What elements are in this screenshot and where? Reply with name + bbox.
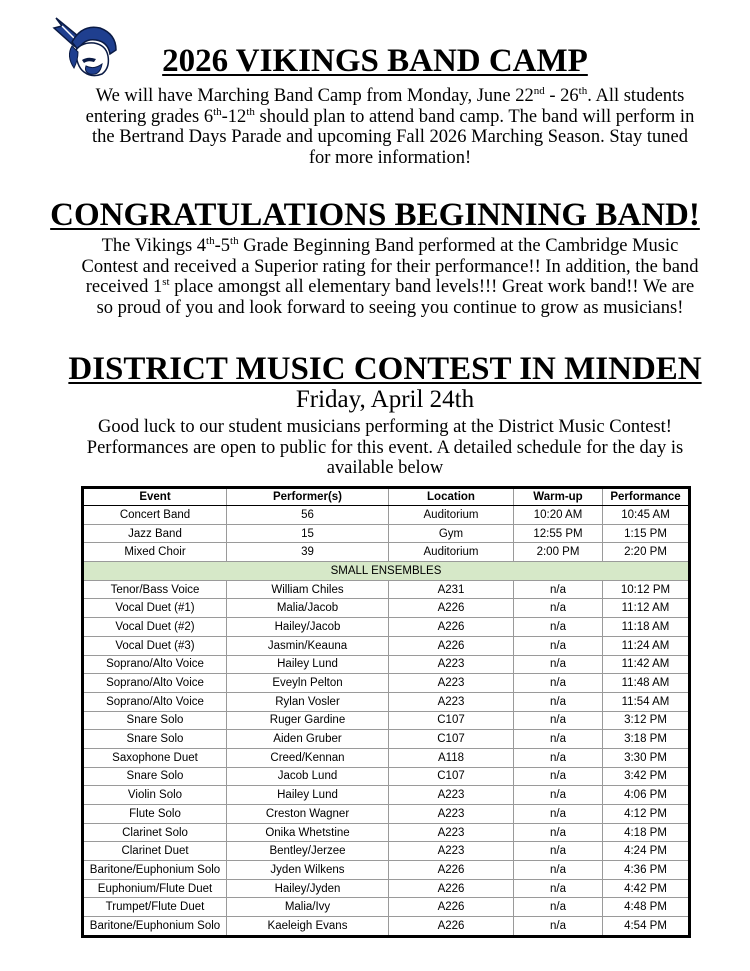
- table-row: [83, 580, 690, 599]
- table-cell: Eveyln Pelton: [227, 674, 389, 693]
- table-row: [83, 524, 690, 543]
- column-header: Location: [389, 488, 514, 506]
- table-cell: 12:55 PM: [514, 524, 603, 543]
- table-cell: n/a: [514, 599, 603, 618]
- column-header: Performer(s): [227, 488, 389, 506]
- table-cell: Clarinet Solo: [83, 823, 227, 842]
- table-cell: 4:54 PM: [603, 917, 690, 937]
- table-cell: Baritone/Euphonium Solo: [83, 861, 227, 880]
- table-cell: n/a: [514, 842, 603, 861]
- table-cell: Aiden Gruber: [227, 730, 389, 749]
- table-cell: n/a: [514, 898, 603, 917]
- table-cell: Vocal Duet (#2): [83, 618, 227, 637]
- table-cell: Baritone/Euphonium Solo: [83, 917, 227, 937]
- table-cell: A231: [389, 580, 514, 599]
- table-cell: Ruger Gardine: [227, 711, 389, 730]
- table-cell: A226: [389, 861, 514, 880]
- table-row: [83, 636, 690, 655]
- table-cell: n/a: [514, 786, 603, 805]
- table-cell: 11:24 AM: [603, 636, 690, 655]
- table-cell: Tenor/Bass Voice: [83, 580, 227, 599]
- table-cell: Flute Solo: [83, 805, 227, 824]
- table-row: [83, 898, 690, 917]
- table-cell: C107: [389, 711, 514, 730]
- table-cell: Mixed Choir: [83, 543, 227, 562]
- table-cell: Hailey/Jacob: [227, 618, 389, 637]
- table-row: [83, 692, 690, 711]
- table-cell: 4:06 PM: [603, 786, 690, 805]
- table-cell: A226: [389, 636, 514, 655]
- table-cell: A223: [389, 842, 514, 861]
- table-cell: Vocal Duet (#3): [83, 636, 227, 655]
- table-cell: Jyden Wilkens: [227, 861, 389, 880]
- table-row: [83, 861, 690, 880]
- table-row: [83, 599, 690, 618]
- contest-text: [60, 417, 710, 479]
- band-camp-text-content: We will have Marching Band Camp from Monday, June 22nd - 26th. All students entering grades 6th-12th should plan to attend band camp. The band will perform in the Bertrand Days Parade and upcoming Fall 2026 Marching Season. Stay tuned for more information!: [85, 84, 695, 168]
- table-cell: n/a: [514, 636, 603, 655]
- table-cell: n/a: [514, 655, 603, 674]
- table-cell: 15: [227, 524, 389, 543]
- table-cell: Rylan Vosler: [227, 692, 389, 711]
- table-cell: 3:18 PM: [603, 730, 690, 749]
- table-row: [83, 879, 690, 898]
- table-cell: n/a: [514, 711, 603, 730]
- table-cell: n/a: [514, 730, 603, 749]
- table-cell: Jasmin/Keauna: [227, 636, 389, 655]
- table-cell: n/a: [514, 748, 603, 767]
- table-cell: n/a: [514, 618, 603, 637]
- table-row: [83, 805, 690, 824]
- table-cell: n/a: [514, 805, 603, 824]
- table-cell: 39: [227, 543, 389, 562]
- table-cell: Vocal Duet (#1): [83, 599, 227, 618]
- table-cell: 1:15 PM: [603, 524, 690, 543]
- table-cell: 11:42 AM: [603, 655, 690, 674]
- table-cell: A223: [389, 823, 514, 842]
- table-cell: 2:00 PM: [514, 543, 603, 562]
- table-row: [83, 655, 690, 674]
- table-row: [83, 506, 690, 525]
- table-row: [83, 730, 690, 749]
- table-row: [83, 767, 690, 786]
- table-cell: 56: [227, 506, 389, 525]
- table-row: [83, 543, 690, 562]
- table-cell: Malia/Ivy: [227, 898, 389, 917]
- table-cell: Trumpet/Flute Duet: [83, 898, 227, 917]
- table-row: [83, 786, 690, 805]
- table-cell: Bentley/Jerzee: [227, 842, 389, 861]
- table-cell: 4:42 PM: [603, 879, 690, 898]
- table-cell: Snare Solo: [83, 730, 227, 749]
- table-row: [83, 618, 690, 637]
- table-cell: Soprano/Alto Voice: [83, 674, 227, 693]
- table-row: [83, 674, 690, 693]
- table-cell: n/a: [514, 861, 603, 880]
- contest-date: Friday, April 24th: [295, 386, 475, 413]
- table-cell: n/a: [514, 879, 603, 898]
- congrats-text: [80, 236, 700, 318]
- table-cell: 4:36 PM: [603, 861, 690, 880]
- table-cell: Kaeleigh Evans: [227, 917, 389, 937]
- table-cell: A223: [389, 805, 514, 824]
- table-cell: Hailey Lund: [227, 786, 389, 805]
- table-cell: 4:48 PM: [603, 898, 690, 917]
- table-cell: C107: [389, 767, 514, 786]
- table-cell: Creston Wagner: [227, 805, 389, 824]
- table-cell: 10:45 AM: [603, 506, 690, 525]
- table-cell: 3:12 PM: [603, 711, 690, 730]
- table-cell: Snare Solo: [83, 711, 227, 730]
- column-header: Event: [83, 488, 227, 506]
- congrats-title: CONGRATULATIONS BEGINNING BAND!: [50, 197, 700, 233]
- table-cell: Hailey/Jyden: [227, 879, 389, 898]
- table-cell: Euphonium/Flute Duet: [83, 879, 227, 898]
- schedule-body: [83, 506, 690, 937]
- congrats-text-content: The Vikings 4th-5th Grade Beginning Band performed at the Cambridge Music Contest and received a Superior rating for their performance!! In addition, the band received 1st place amongst all elementary band levels!!! Great work band!! We are so proud of you and look forward to seeing you continue to grow as musicians!: [81, 234, 699, 318]
- table-cell: 11:18 AM: [603, 618, 690, 637]
- table-cell: Snare Solo: [83, 767, 227, 786]
- table-row: [83, 917, 690, 937]
- table-cell: Soprano/Alto Voice: [83, 692, 227, 711]
- table-cell: Jacob Lund: [227, 767, 389, 786]
- band-camp-title: 2026 VIKINGS BAND CAMP: [162, 43, 588, 79]
- table-cell: 4:24 PM: [603, 842, 690, 861]
- table-cell: 11:54 AM: [603, 692, 690, 711]
- table-row: [83, 823, 690, 842]
- table-cell: 2:20 PM: [603, 543, 690, 562]
- column-header: Warm-up: [514, 488, 603, 506]
- table-cell: n/a: [514, 767, 603, 786]
- table-cell: A118: [389, 748, 514, 767]
- table-cell: 11:48 AM: [603, 674, 690, 693]
- table-cell: A226: [389, 898, 514, 917]
- table-cell: 3:42 PM: [603, 767, 690, 786]
- table-cell: A223: [389, 692, 514, 711]
- table-cell: 10:12 PM: [603, 580, 690, 599]
- section-label: SMALL ENSEMBLES: [83, 562, 690, 581]
- table-cell: A226: [389, 618, 514, 637]
- table-cell: Hailey Lund: [227, 655, 389, 674]
- table-cell: Auditorium: [389, 506, 514, 525]
- table-row: [83, 842, 690, 861]
- table-cell: 10:20 AM: [514, 506, 603, 525]
- table-cell: Creed/Kennan: [227, 748, 389, 767]
- table-cell: A226: [389, 599, 514, 618]
- table-cell: Clarinet Duet: [83, 842, 227, 861]
- table-cell: A223: [389, 655, 514, 674]
- table-header-row: [83, 488, 690, 506]
- table-cell: 3:30 PM: [603, 748, 690, 767]
- table-cell: Saxophone Duet: [83, 748, 227, 767]
- table-cell: 4:12 PM: [603, 805, 690, 824]
- schedule-table: [81, 486, 691, 938]
- table-cell: n/a: [514, 823, 603, 842]
- band-camp-text: [80, 86, 700, 168]
- table-cell: A226: [389, 917, 514, 937]
- table-cell: 11:12 AM: [603, 599, 690, 618]
- table-cell: n/a: [514, 917, 603, 937]
- table-cell: n/a: [514, 580, 603, 599]
- table-cell: Gym: [389, 524, 514, 543]
- contest-title: DISTRICT MUSIC CONTEST IN MINDEN: [68, 351, 702, 387]
- table-cell: Malia/Jacob: [227, 599, 389, 618]
- table-cell: Violin Solo: [83, 786, 227, 805]
- table-cell: C107: [389, 730, 514, 749]
- table-cell: 4:18 PM: [603, 823, 690, 842]
- table-cell: Soprano/Alto Voice: [83, 655, 227, 674]
- table-cell: Onika Whetstine: [227, 823, 389, 842]
- table-cell: Auditorium: [389, 543, 514, 562]
- table-cell: Concert Band: [83, 506, 227, 525]
- table-cell: A223: [389, 674, 514, 693]
- table-cell: n/a: [514, 674, 603, 693]
- table-cell: Jazz Band: [83, 524, 227, 543]
- section-row: [83, 562, 690, 581]
- table-cell: A223: [389, 786, 514, 805]
- column-header: Performance: [603, 488, 690, 506]
- table-row: [83, 748, 690, 767]
- table-cell: William Chiles: [227, 580, 389, 599]
- table-cell: n/a: [514, 692, 603, 711]
- table-cell: A226: [389, 879, 514, 898]
- contest-text-content: Good luck to our student musicians performing at the District Music Contest! Performances are open to public for this event. A detailed schedule for the day is available below: [86, 417, 684, 478]
- table-row: [83, 711, 690, 730]
